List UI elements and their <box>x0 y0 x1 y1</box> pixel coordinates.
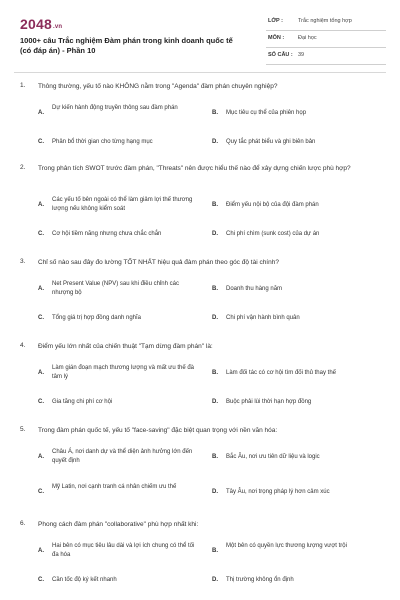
meta-value: Đại học <box>298 35 317 41</box>
question-6 <box>20 520 380 596</box>
page-header <box>14 14 386 66</box>
question-text: Điểm yếu lớn nhất của chiến thuật "Tạm dừng đàm phán" là: <box>38 343 213 350</box>
option-letter: C. <box>38 315 44 321</box>
option-text: Làm gián đoạn mạch thương lượng và mất ưu thế đà tâm lý <box>52 365 194 380</box>
meta-row-subject <box>266 31 386 48</box>
option-text: Chi phí vận hành bình quân <box>226 315 300 321</box>
question-number: 6. <box>20 520 26 527</box>
meta-label: LỚP : <box>268 18 283 24</box>
option-letter: D. <box>212 231 218 237</box>
option-letter: D. <box>212 577 218 583</box>
option-letter: A. <box>38 286 44 292</box>
meta-value: Trắc nghiệm tổng hợp <box>298 18 352 24</box>
option-letter: A. <box>38 548 44 554</box>
option-letter: C. <box>38 577 44 583</box>
option-text: Điểm yếu nội bộ của đội đàm phán <box>226 202 319 208</box>
question-text: Chỉ số nào sau đây đo lường TỐT NHẤT hiệu quả đàm phán theo góc độ tài chính? <box>38 259 279 266</box>
option-letter: B. <box>212 370 218 376</box>
option-letter: C. <box>38 489 44 495</box>
question-4 <box>20 342 380 412</box>
question-text: Phong cách đàm phán "collaborative" phù hợp nhất khi: <box>38 521 199 528</box>
question-1 <box>20 82 380 152</box>
option-text: Châu Á, nơi danh dự và thể diện ảnh hưởng lớn đến quyết định <box>52 449 193 464</box>
option-letter: D. <box>212 139 218 145</box>
option-text: Các yếu tố bên ngoài có thể làm giảm lợi thế thương lượng nếu không kiểm soát <box>52 197 193 212</box>
header-divider <box>14 72 386 73</box>
option-text: Hai bên có mục tiêu lâu dài và lợi ích chung có thể tối đa hóa <box>52 543 195 558</box>
logo-suffix: .vn <box>52 24 63 30</box>
option-letter: A. <box>38 454 44 460</box>
meta-label: MÔN : <box>268 35 285 41</box>
option-letter: D. <box>212 489 218 495</box>
option-letter: B. <box>212 548 218 554</box>
document-title: 1000+ câu Trắc nghiệm Đàm phán trong kinh doanh quốc tế (có đáp án) - Phần 10 <box>20 36 233 55</box>
option-letter: B. <box>212 286 218 292</box>
question-2 <box>20 164 380 244</box>
meta-row-count <box>266 48 386 65</box>
option-text: Dự kiến hành động truyền thông sau đàm phán <box>52 105 178 111</box>
site-logo[interactable] <box>20 16 62 32</box>
option-text: Tổng giá trị hợp đồng danh nghĩa <box>52 315 142 321</box>
logo-text: 2048 <box>20 16 52 32</box>
option-letter: A. <box>38 110 44 116</box>
meta-row-class <box>266 14 386 31</box>
option-text: Chi phí chìm (sunk cost) của dự án <box>226 231 320 237</box>
question-text: Thông thường, yếu tố nào KHÔNG nằm trong "Agenda" đàm phán chuyên nghiệp? <box>38 83 278 90</box>
meta-value: 39 <box>298 52 305 58</box>
option-text: Buộc phải lùi thời hạn hợp đồng <box>226 399 312 405</box>
meta-label: SỐ CÂU : <box>268 52 293 58</box>
option-text: Cơ hội tiềm năng nhưng chưa chắc chắn <box>52 231 162 237</box>
option-text: Làm đối tác có cơ hội tìm đối thủ thay thế <box>226 370 336 376</box>
option-text: Doanh thu hàng năm <box>226 286 283 292</box>
question-text: Trong đàm phán quốc tế, yếu tố "face-saving" đặc biệt quan trọng với nền văn hóa: <box>38 427 278 434</box>
option-letter: C. <box>38 231 44 237</box>
option-text: Một bên có quyền lực thương lượng vượt trội <box>226 543 347 549</box>
option-letter: D. <box>212 399 218 405</box>
option-letter: B. <box>212 454 218 460</box>
option-letter: B. <box>212 110 218 116</box>
option-text: Net Present Value (NPV) sau khi điều chỉnh các nhượng bộ <box>52 281 179 296</box>
meta-table <box>266 14 386 65</box>
option-text: Gia tăng chi phí cơ hội <box>52 399 113 405</box>
option-text: Bắc Âu, nơi ưu tiên dữ liệu và logic <box>226 454 320 460</box>
option-letter: C. <box>38 139 44 145</box>
option-text: Tây Âu, nơi trọng pháp lý hơn cảm xúc <box>226 489 330 495</box>
option-letter: A. <box>38 202 44 208</box>
option-text: Mục tiêu cụ thể của phiên họp <box>226 110 307 116</box>
question-5 <box>20 426 380 506</box>
question-number: 4. <box>20 342 26 349</box>
question-3 <box>20 258 380 328</box>
option-text: Phân bổ thời gian cho từng hạng mục <box>52 139 153 145</box>
question-number: 1. <box>20 82 26 89</box>
question-number: 3. <box>20 258 26 265</box>
option-letter: A. <box>38 370 44 376</box>
option-letter: D. <box>212 315 218 321</box>
option-text: Cần tốc độ ký kết nhanh <box>52 577 117 583</box>
question-number: 2. <box>20 164 26 171</box>
option-text: Quy tắc phát biểu và ghi biên bản <box>226 139 316 145</box>
question-text: Trong phân tích SWOT trước đàm phán, "Threats" nên được hiểu thế nào để xây dựng chiến lược phù hợp? <box>38 165 351 172</box>
option-text: Thị trường không ổn định <box>226 577 294 583</box>
option-letter: C. <box>38 399 44 405</box>
option-letter: B. <box>212 202 218 208</box>
option-text: Mỹ Latin, nơi cạnh tranh cá nhân chiếm ưu thế <box>52 484 177 490</box>
question-number: 5. <box>20 426 26 433</box>
